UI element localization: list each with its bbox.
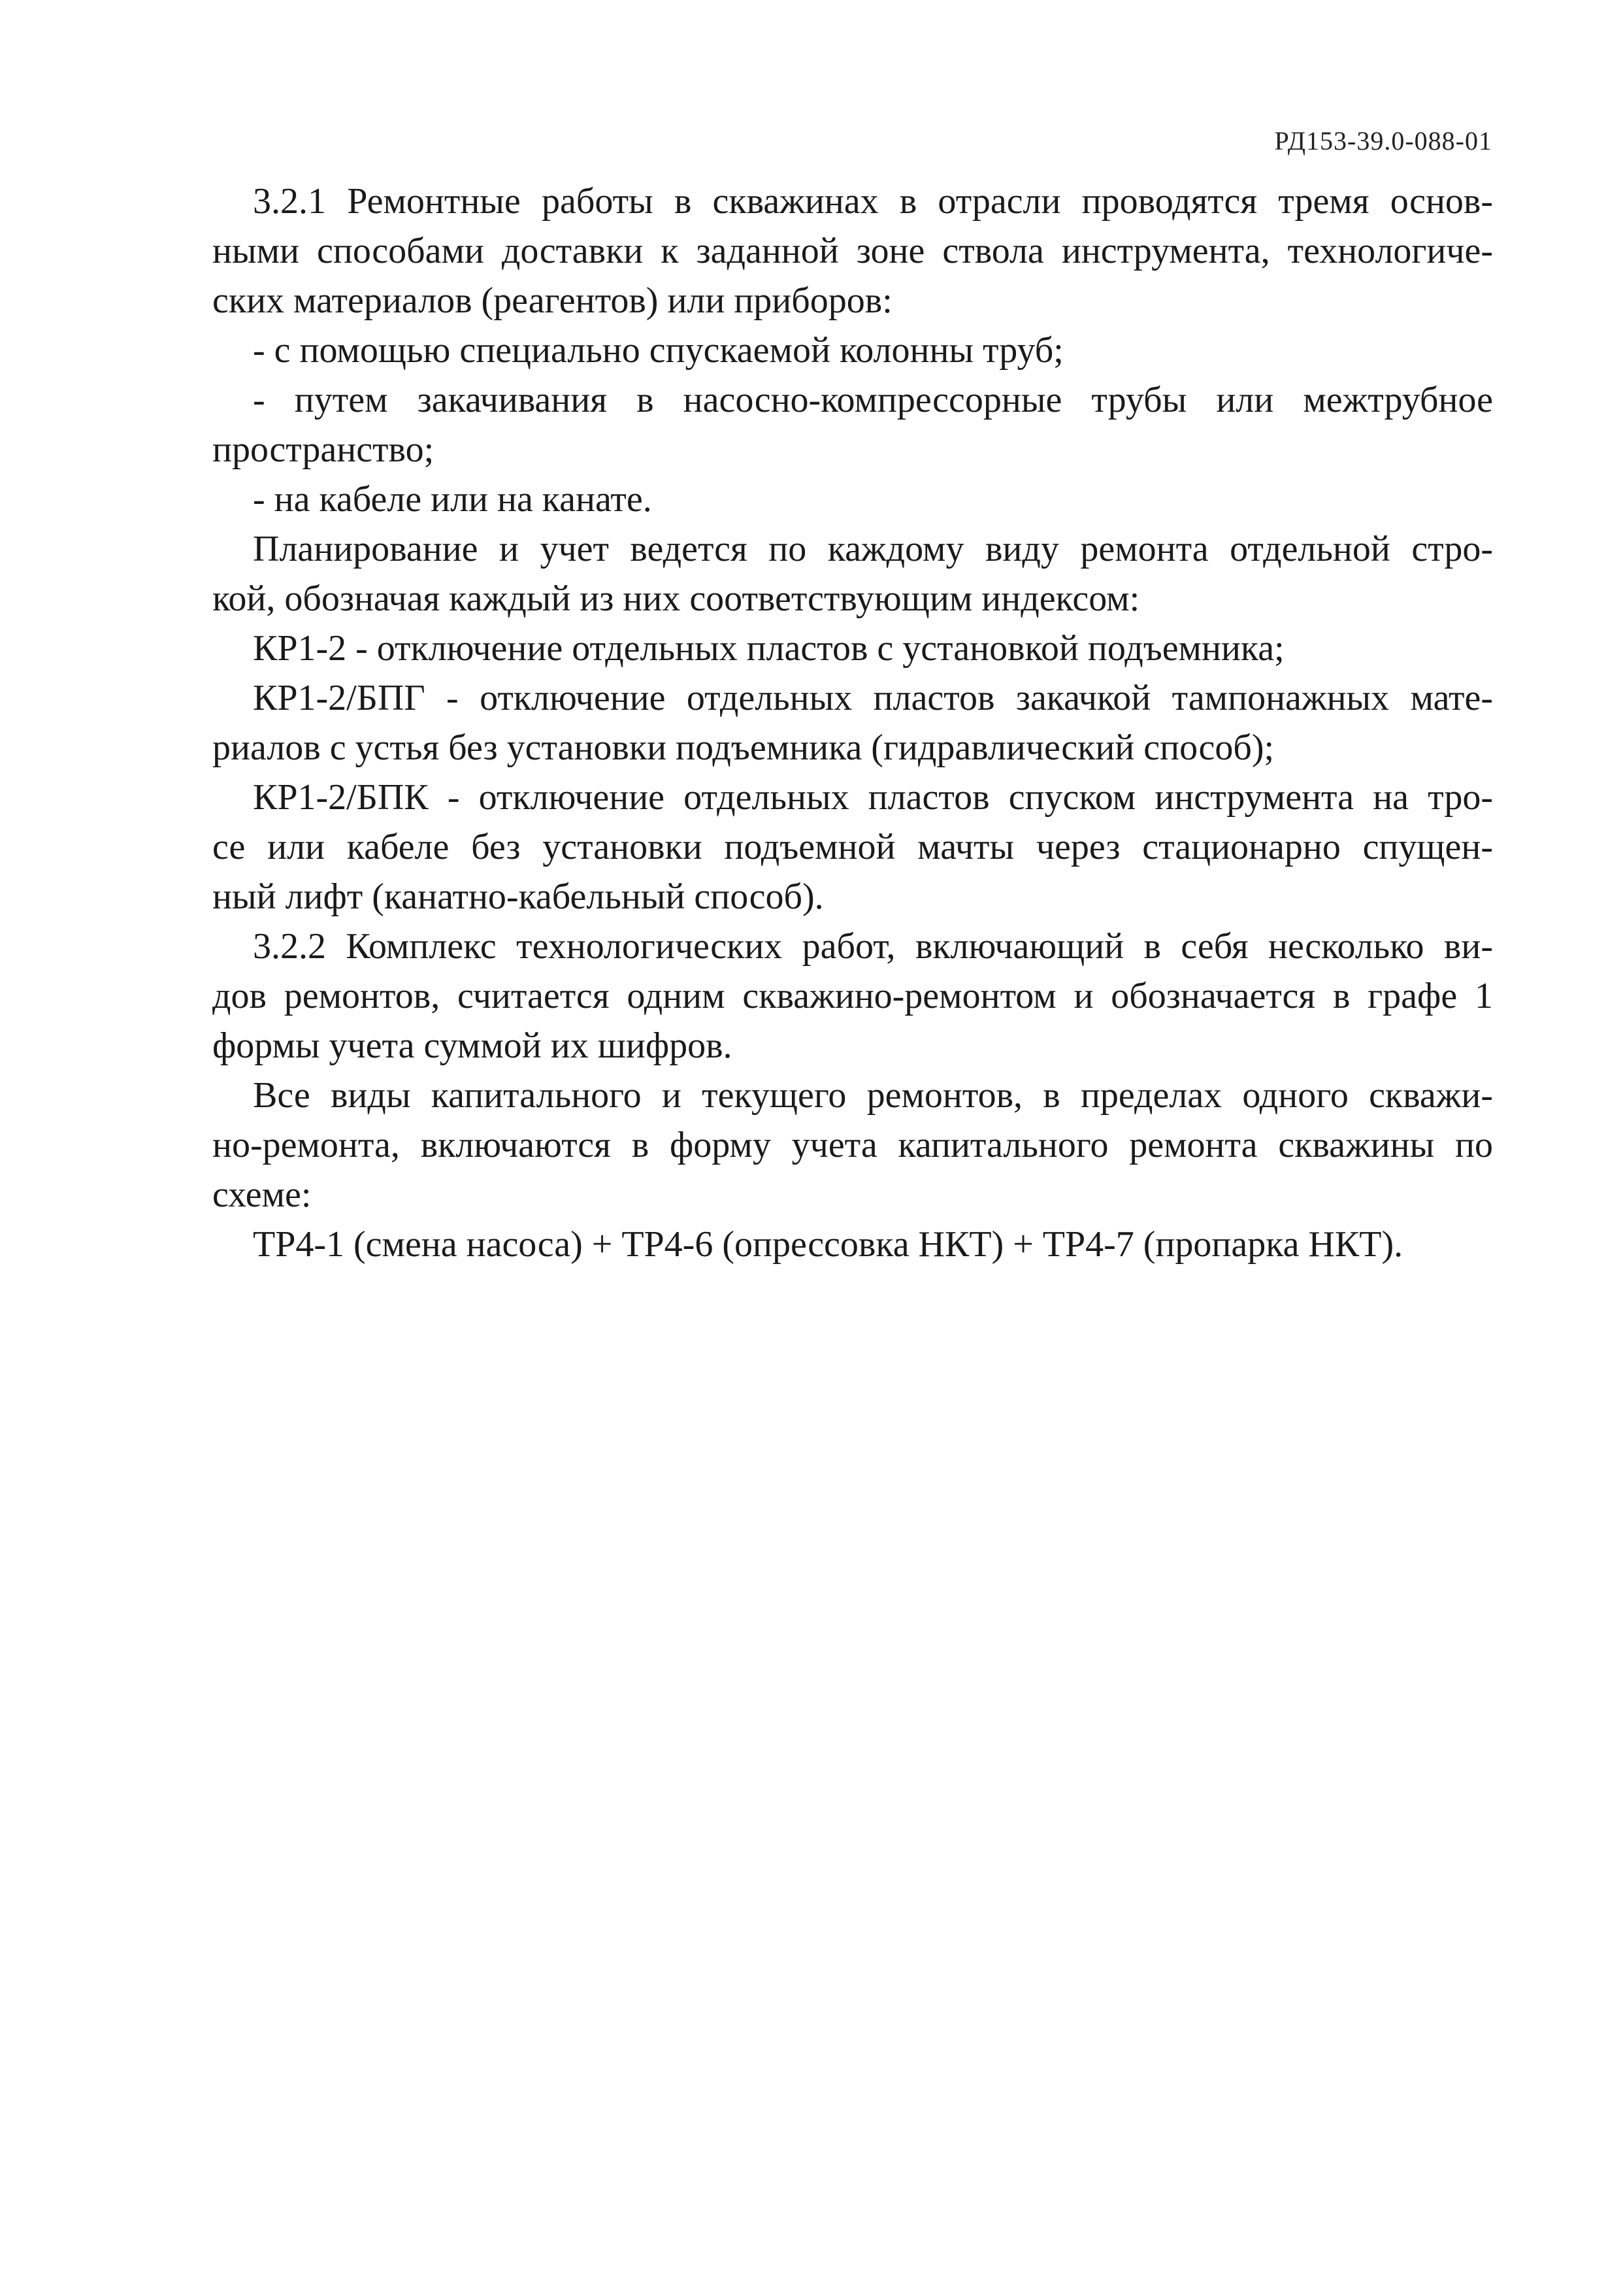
document-body <box>212 176 1493 1269</box>
list-item: - путем закачивания в насосно-компрессорные трубы или межтрубное <box>253 380 1493 420</box>
text-line: Все виды капитального и текущего ремонтов, в пределах одного скважи- <box>253 1075 1493 1116</box>
index-definition: КР1-2/БПГ - отключение отдельных пластов закачкой тампонажных мате- <box>253 678 1493 718</box>
text-line: кой, обозначая каждый из них соответствующим индексом: <box>212 578 1140 619</box>
text-line: 3.2.2 Комплекс технологических работ, включающий в себя несколько ви- <box>253 926 1493 967</box>
text-line: ских материалов (реагентов) или приборов: <box>212 280 893 321</box>
text-line: дов ремонтов, считается одним скважино-ремонтом и обозначается в графе 1 <box>212 976 1493 1016</box>
index-definition: КР1-2 - отключение отдельных пластов с установкой подъемника; <box>253 628 1285 669</box>
text-line: схеме: <box>212 1174 312 1215</box>
text-line: 3.2.1 Ремонтные работы в скважинах в отрасли проводятся тремя основ- <box>253 181 1493 222</box>
text-line: се или кабеле без установки подъемной мачты через стационарно спущен- <box>212 827 1493 867</box>
list-item: - на кабеле или на канате. <box>253 479 652 520</box>
text-line: пространство; <box>212 429 434 470</box>
text-line: формы учета суммой их шифров. <box>212 1025 732 1066</box>
list-item: - с помощью специально спускаемой колонны труб; <box>253 330 1064 371</box>
index-definition: КР1-2/БПК - отключение отдельных пластов спуском инструмента на тро- <box>253 777 1493 818</box>
text-line: Планирование и учет ведется по каждому виду ремонта отдельной стро- <box>253 529 1493 569</box>
text-line: риалов с устья без установки подъемника (гидравлический способ); <box>212 727 1275 768</box>
text-line: ный лифт (канатно-кабельный способ). <box>212 876 824 917</box>
formula-line: ТР4-1 (смена насоса) + ТР4-6 (опрессовка НКТ) + ТР4-7 (пропарка НКТ). <box>253 1224 1403 1265</box>
text-line: ными способами доставки к заданной зоне ствола инструмента, технологиче- <box>212 231 1493 271</box>
document-code: РД153-39.0-088-01 <box>1274 126 1492 156</box>
text-line: но-ремонта, включаются в форму учета капитального ремонта скважины по <box>212 1125 1493 1165</box>
